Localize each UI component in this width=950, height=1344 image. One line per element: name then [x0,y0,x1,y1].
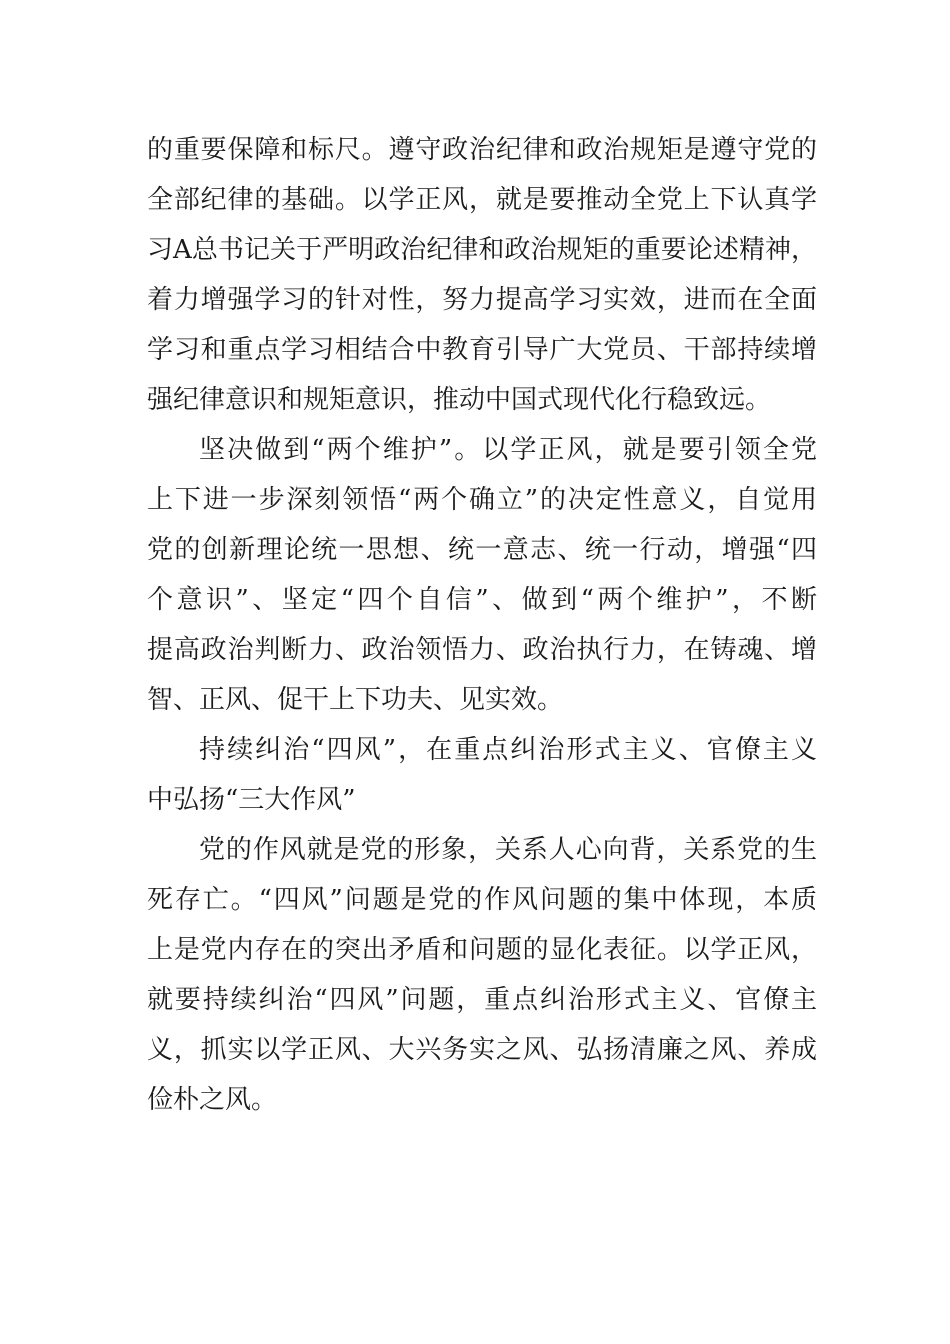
text-line: 强纪律意识和规矩意识，推动中国式现代化行稳致远。 [147,385,772,415]
text-line: 提高政治判断力、政治领悟力、政治执行力，在铸魂、增 [147,635,817,665]
text-line: 习A总书记关于严明政治纪律和政治规矩的重要论述精神， [147,235,817,265]
text-line: 死存亡。“四风”问题是党的作风问题的集中体现，本质 [147,885,817,915]
section-heading-line: 持续纠治“四风”，在重点纠治形式主义、官僚主义 [199,735,817,765]
text-line: 智、正风、促干上下功夫、见实效。 [147,685,564,715]
text-line: 义，抓实以学正风、大兴务实之风、弘扬清廉之风、养成 [147,1035,817,1065]
text-line: 学习和重点学习相结合中教育引导广大党员、干部持续增 [147,335,817,365]
section-heading-line: 坚决做到“两个维护”。以学正风，就是要引领全党 [199,435,817,465]
text-line: 党的创新理论统一思想、统一意志、统一行动，增强“四 [147,535,817,565]
document-body [147,125,817,1125]
text-line: 全部纪律的基础。以学正风，就是要推动全党上下认真学 [147,185,817,215]
text-line: 的重要保障和标尺。遵守政治纪律和政治规矩是遵守党的 [147,135,817,165]
text-line: 上下进一步深刻领悟“两个确立”的决定性意义，自觉用 [147,485,817,515]
text-line: 个意识”、坚定“四个自信”、做到“两个维护”，不断 [147,585,817,615]
text-line: 就要持续纠治“四风”问题，重点纠治形式主义、官僚主 [147,985,817,1015]
text-line: 着力增强学习的针对性，努力提高学习实效，进而在全面 [147,285,817,315]
text-line: 俭朴之风。 [147,1085,278,1115]
section-heading-line: 中弘扬“三大作风” [147,785,356,815]
text-line: 上是党内存在的突出矛盾和问题的显化表征。以学正风， [147,935,817,965]
text-line: 党的作风就是党的形象，关系人心向背，关系党的生 [199,835,817,865]
